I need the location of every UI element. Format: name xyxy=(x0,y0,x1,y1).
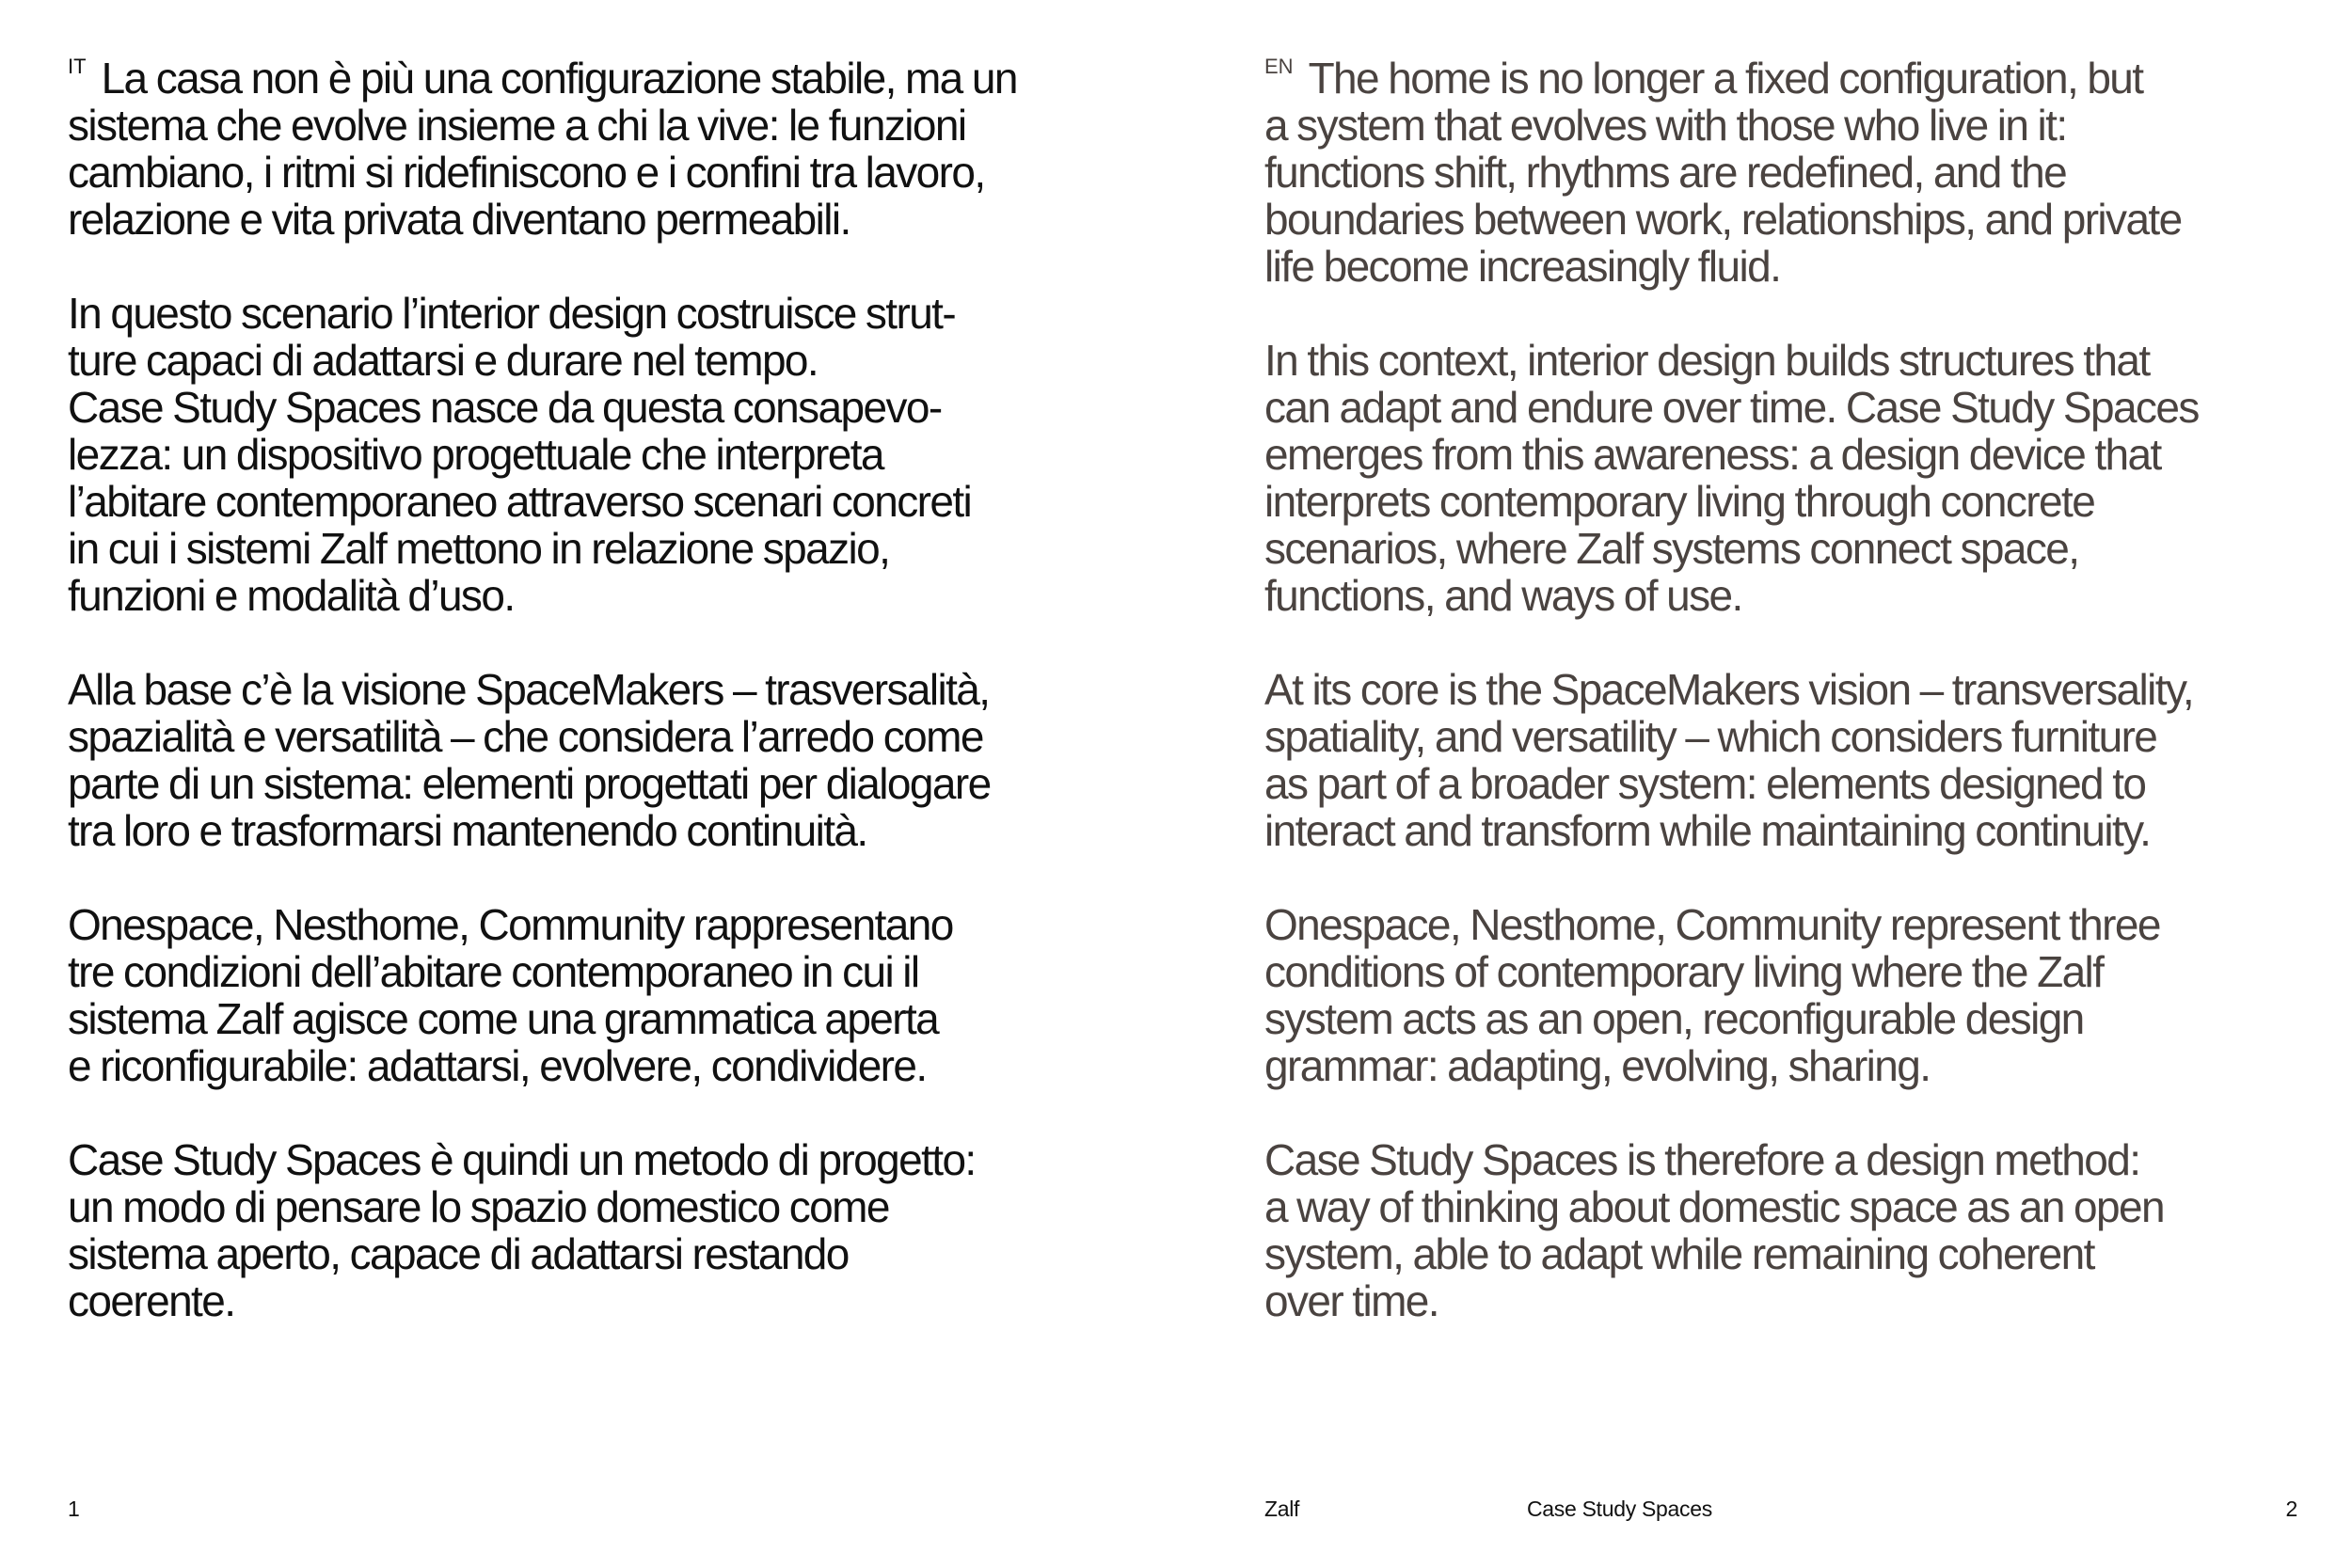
italian-paragraph-5: Case Study Spaces è quindi un metodo di progetto: un modo di pensare lo spazio domestico come sistema aperto, capace di adattarsi restando coerente. xyxy=(68,1135,976,1325)
italian-language-tag: IT xyxy=(68,55,87,78)
italian-column xyxy=(68,55,1150,1324)
english-paragraph-5: Case Study Spaces is therefore a design method: a way of thinking about domestic space as an open system, able to adapt while remaining coherent over time. xyxy=(1264,1135,2164,1325)
italian-paragraph-3: Alla base c’è la visione SpaceMakers – trasversalità, spazialità e versatilità – che considera l’arredo come parte di un sistema: elementi progettati per dialogare tra loro e trasformarsi mantenendo continuità. xyxy=(68,665,991,855)
brand-name: Zalf xyxy=(1264,1497,1300,1521)
english-paragraph-3: At its core is the SpaceMakers vision – transversality, spatiality, and versatility – which considers furniture as part of a broader system: elements designed to interact and transform while maintaining continuity. xyxy=(1264,665,2194,855)
page-number-right: 2 xyxy=(2285,1497,2297,1521)
italian-paragraph-2: In questo scenario l’interior design costruisce strut- ture capaci di adattarsi e durare nel tempo. Case Study Spaces nasce da questa consapevo- lezza: un dispositivo progettuale che interpreta l’abitare contemporaneo attraverso scenari concreti in cui i sistemi Zalf mettono in relazione spazio, funzioni e modalità d’uso. xyxy=(68,289,972,620)
english-paragraph-2: In this context, interior design builds structures that can adapt and endure over time. Case Study Spaces emerges from this awareness: a design device that interprets contemporary living through concrete scenarios, where Zalf systems connect space, functions, and ways of use. xyxy=(1264,336,2199,620)
english-paragraph-1 xyxy=(1264,55,2346,290)
english-paragraph-4: Onespace, Nesthome, Community represent three conditions of contemporary living where the Zalf system acts as an open, reconfigurable design grammar: adapting, evolving, sharing. xyxy=(1264,900,2160,1090)
page-number-left: 1 xyxy=(68,1497,80,1521)
english-language-tag: EN xyxy=(1264,55,1294,78)
english-paragraph-1-text: The home is no longer a fixed configuration, but a system that evolves with those who live in it: functions shift, rhythms are redefined, and the boundaries between work, relationships, and private life become increasingly fluid. xyxy=(1264,54,2182,291)
italian-paragraph-1 xyxy=(68,55,1150,243)
italian-paragraph-4: Onespace, Nesthome, Community rappresentano tre condizioni dell’abitare contemporaneo in cui il sistema Zalf agisce come una grammatica aperta e riconfigurabile: adattarsi, evolvere, condividere. xyxy=(68,900,953,1090)
english-column xyxy=(1264,55,2346,1324)
document-title: Case Study Spaces xyxy=(1527,1497,1712,1521)
italian-paragraph-1-text: La casa non è più una configurazione stabile, ma un sistema che evolve insieme a chi la vive: le funzioni cambiano, i ritmi si ridefiniscono e i confini tra lavoro, relazione e vita privata diventano permeabili. xyxy=(68,54,1017,244)
